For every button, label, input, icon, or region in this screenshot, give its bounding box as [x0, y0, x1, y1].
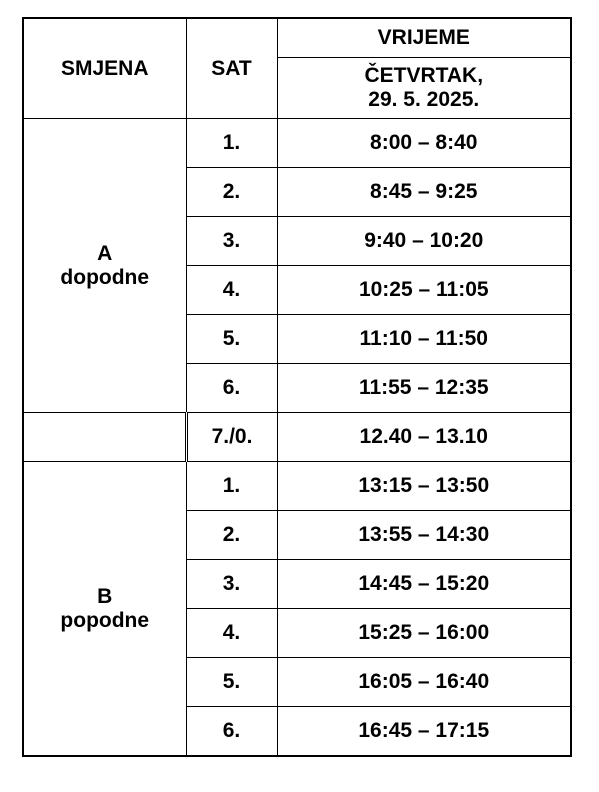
period-cell: 6. — [186, 364, 277, 413]
header-row — [23, 18, 571, 58]
shift-b-letter: B — [97, 584, 113, 608]
time-cell: 13:55 – 14:30 — [277, 511, 571, 560]
day-header — [277, 58, 571, 119]
period-cell: 7./0. — [186, 413, 277, 462]
time-cell: 11:55 – 12:35 — [277, 364, 571, 413]
time-cell: 13:15 – 13:50 — [277, 462, 571, 511]
day-date: 29. 5. 2025. — [368, 88, 480, 111]
time-header: VRIJEME — [277, 18, 571, 58]
period-cell: 4. — [186, 609, 277, 658]
time-cell: 12.40 – 13.10 — [277, 413, 571, 462]
shift-b-cell — [23, 462, 186, 757]
period-cell: 4. — [186, 266, 277, 315]
period-header: SAT — [186, 18, 277, 119]
table-row — [23, 462, 571, 511]
schedule-table — [22, 17, 572, 757]
period-cell: 6. — [186, 707, 277, 757]
time-cell: 11:10 – 11:50 — [277, 315, 571, 364]
time-cell: 8:45 – 9:25 — [277, 168, 571, 217]
shift-b-name: popodne — [60, 608, 150, 632]
shift-a-name: dopodne — [60, 265, 150, 289]
period-cell: 3. — [186, 560, 277, 609]
time-cell: 16:45 – 17:15 — [277, 707, 571, 757]
period-cell: 5. — [186, 315, 277, 364]
period-cell: 5. — [186, 658, 277, 707]
period-cell: 2. — [186, 511, 277, 560]
time-cell: 15:25 – 16:00 — [277, 609, 571, 658]
time-cell: 16:05 – 16:40 — [277, 658, 571, 707]
shift-header: SMJENA — [23, 18, 186, 119]
time-cell: 10:25 – 11:05 — [277, 266, 571, 315]
period-cell: 1. — [186, 462, 277, 511]
period-cell: 1. — [186, 119, 277, 168]
middle-row — [23, 413, 571, 462]
period-cell: 2. — [186, 168, 277, 217]
time-cell: 9:40 – 10:20 — [277, 217, 571, 266]
blank-shift-cell — [23, 413, 186, 462]
table-row — [23, 119, 571, 168]
time-cell: 8:00 – 8:40 — [277, 119, 571, 168]
time-cell: 14:45 – 15:20 — [277, 560, 571, 609]
day-name: ČETVRTAK, — [364, 64, 484, 87]
shift-a-cell — [23, 119, 186, 413]
shift-a-letter: A — [97, 241, 113, 265]
period-cell: 3. — [186, 217, 277, 266]
